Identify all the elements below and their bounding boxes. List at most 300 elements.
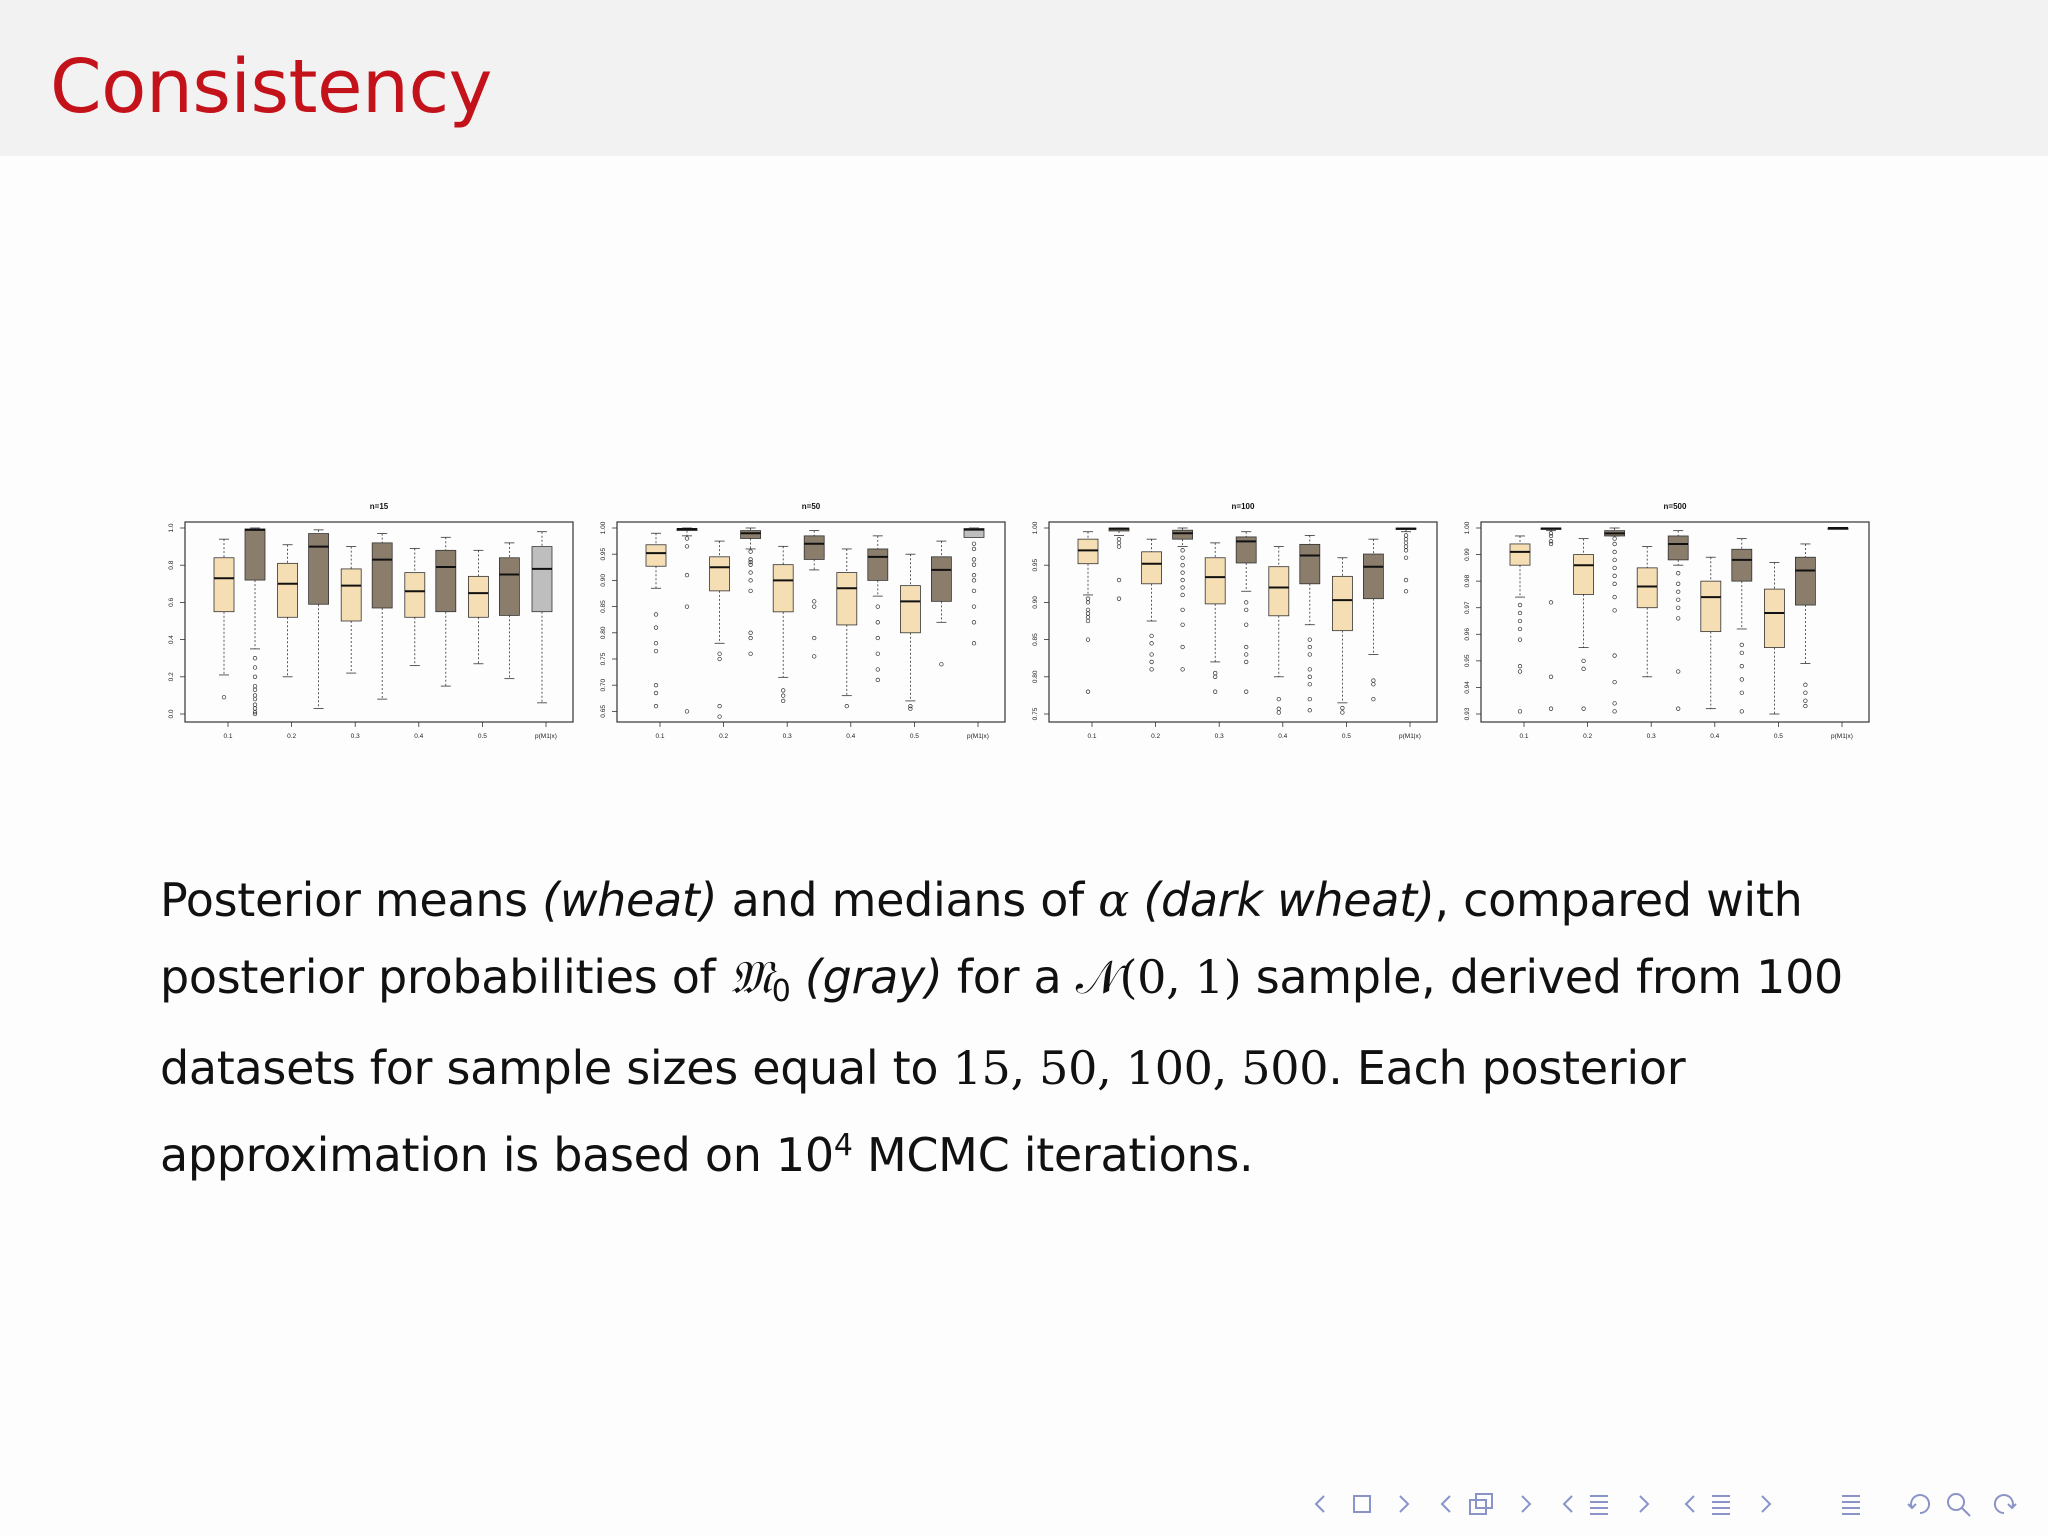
outlier-point [749,563,753,567]
outlier-point [1518,670,1522,674]
box-iqr [900,586,920,633]
outlier-point [1086,690,1090,694]
outlier-point [1244,601,1248,605]
box [372,534,392,700]
outlier-point [1804,683,1808,687]
outlier-point [1404,589,1408,593]
box [1205,543,1225,694]
caption-text: approximation is based on [160,1128,776,1182]
outlier-point [1613,582,1617,586]
nav-forward-icon[interactable] [1995,1495,2016,1513]
outlier-point [1277,707,1281,711]
outlier-point [1086,597,1090,601]
y-tick-label: 0.65 [600,705,607,718]
y-tick-label: 0.2 [168,672,175,682]
outlier-point [1181,586,1185,590]
nav-prev-doc-icon[interactable] [1686,1496,1694,1512]
outlier-point [1404,556,1408,560]
box [309,530,329,709]
box [804,531,824,659]
box-iqr [405,573,425,618]
outlier-point [253,688,257,692]
caption-text: MCMC iterations. [852,1128,1254,1182]
outlier-point [1404,549,1408,553]
outlier-point [749,652,753,656]
outlier-point [1181,556,1185,560]
caption-text [791,950,805,1004]
boxplot-panel [600,502,1005,740]
slide-title: Consistency [50,44,492,130]
nav-next-subsection-icon[interactable] [1522,1496,1530,1512]
box-iqr [372,543,392,608]
outlier-point [1308,645,1312,649]
outlier-point [1676,582,1680,586]
y-tick-label: 0.85 [600,600,607,613]
outlier-point [1740,710,1744,714]
outlier-point [1308,708,1312,712]
outlier-point [1341,711,1345,715]
caption-text: , compared with [1434,873,1803,927]
outlier-point [876,636,880,640]
box-iqr [1795,557,1815,605]
outlier-point [1150,653,1154,657]
box [1732,539,1752,714]
outlier-point [1086,638,1090,642]
x-tick-label: 0.5 [909,733,919,740]
outlier-point [654,613,658,617]
box [405,548,425,665]
box [1109,528,1129,600]
box [1541,528,1561,710]
outlier-point [876,678,880,682]
box-iqr [214,558,234,612]
nav-doc-icon[interactable] [1712,1496,1730,1514]
outlier-point [654,626,658,630]
outlier-point [1518,627,1522,631]
caption-line-4 [160,1107,1960,1194]
y-tick-label: 1.00 [1032,521,1039,535]
caption-text: sample, derived from 100 [1241,950,1844,1004]
outlier-point [1277,697,1281,701]
outlier-point [1518,603,1522,607]
boxplot-panel [1464,502,1869,740]
y-tick-label: 0.75 [1032,707,1039,721]
caption-text: posterior probabilities of [160,950,730,1004]
outlier-point [1150,642,1154,646]
outlier-point [1308,638,1312,642]
outlier-point [876,668,880,672]
box-iqr [341,569,361,621]
box-iqr [773,565,793,612]
box [214,539,234,699]
outlier-point [253,656,257,660]
model-symbol: 𝔐 [729,950,772,1004]
x-tick-label: 0.1 [1519,733,1529,740]
panel-title: n=50 [801,502,821,511]
box [741,528,761,656]
outlier-point [1308,682,1312,686]
x-tick-label: 0.4 [1278,733,1288,740]
outlier-point [1308,697,1312,701]
outlier-point [253,684,257,688]
box [468,550,488,663]
outlier-point [1518,664,1522,668]
x-tick-label: 0.4 [846,733,856,740]
outlier-point [1277,711,1281,715]
outlier-point [1181,623,1185,627]
outlier-point [1613,680,1617,684]
nav-frame-icon[interactable] [1354,1496,1370,1512]
outlier-point [1086,615,1090,619]
outlier-point [1086,612,1090,616]
x-tick-label: 0.1 [223,733,233,740]
caption-line-3 [160,1030,1960,1107]
x-tick-label: 0.2 [1151,733,1161,740]
box-iqr [1637,568,1657,608]
box-iqr [468,576,488,617]
outlier-point [1086,601,1090,605]
box-iqr [1142,552,1162,584]
outlier-point [253,675,257,679]
outlier-point [1549,534,1553,538]
outlier-point [749,631,753,635]
y-tick-label: 0.95 [1032,558,1039,572]
box-iqr [436,550,456,611]
outlier-point [253,666,257,670]
outlier-point [1086,619,1090,623]
outlier-point [253,703,257,707]
y-tick-label: 0.95 [600,547,607,561]
nav-align-icon[interactable] [1842,1496,1860,1514]
outlier-point [749,636,753,640]
x-tick-label: 0.1 [1087,733,1097,740]
outlier-point [1372,679,1376,683]
outlier-point [972,621,976,625]
box [436,537,456,686]
legend-gray-label: (gray) [804,950,943,1004]
outlier-point [1404,578,1408,582]
outlier-point [876,652,880,656]
outlier-point [1404,545,1408,549]
outlier-point [1804,699,1808,703]
outlier-point [1181,645,1185,649]
box-iqr [1510,544,1530,565]
outlier-point [1181,578,1185,582]
nav-prev-frame-icon[interactable] [1316,1496,1324,1512]
outlier-point [1341,706,1345,710]
x-tick-label: 0.3 [782,733,792,740]
outlier-point [1740,678,1744,682]
outlier-point [972,641,976,645]
box-iqr [741,531,761,539]
x-tick-label: 0.2 [1583,733,1593,740]
y-tick-label: 1.00 [600,521,607,535]
outlier-point [1549,542,1553,546]
outlier-point [1372,697,1376,701]
box-iqr [1332,576,1352,630]
x-tick-label: 0.4 [414,733,424,740]
box [1078,532,1098,694]
box [341,547,361,673]
x-tick-label: 0.1 [655,733,665,740]
outlier-point [845,704,849,708]
x-tick-label: p(M1|x) [967,733,989,740]
outlier-point [1150,668,1154,672]
x-tick-label: 0.3 [350,733,360,740]
box [532,532,552,703]
y-tick-label: 0.98 [1464,574,1471,588]
box-iqr [710,557,730,591]
box [1142,539,1162,671]
normal-distribution: 𝒩(0, 1) [1075,950,1242,1004]
nav-search-icon[interactable] [1948,1494,1970,1516]
outlier-point [1086,608,1090,612]
outlier-point [972,558,976,562]
outlier-point [1613,558,1617,562]
box [931,541,951,666]
caption-text: and medians of [717,873,1099,927]
panel-title: n=15 [369,502,389,511]
box-iqr [1732,549,1752,581]
outlier-point [812,600,816,604]
outlier-point [749,550,753,554]
x-tick-label: 0.3 [1214,733,1224,740]
outlier-point [1181,668,1185,672]
outlier-point [718,704,722,708]
outlier-point [1308,675,1312,679]
outlier-point [1518,619,1522,623]
box [1363,539,1383,701]
outlier-point [1613,595,1617,599]
outlier-point [718,657,722,661]
box-iqr [837,573,857,625]
outlier-point [654,704,658,708]
box [1574,539,1594,711]
alpha-symbol: α [1098,873,1130,927]
outlier-point [1740,664,1744,668]
nav-back-icon[interactable] [1908,1495,1929,1513]
outlier-point [1676,707,1680,711]
y-tick-label: 0.4 [168,635,175,645]
outlier-point [685,573,689,577]
caption-text [1129,873,1143,927]
caption-text: for a [942,950,1076,1004]
outlier-point [1676,571,1680,575]
outlier-point [1613,550,1617,554]
outlier-point [1613,566,1617,570]
outlier-point [1518,611,1522,615]
outlier-point [1404,534,1408,538]
box [710,541,730,718]
outlier-point [222,695,226,699]
outlier-point [1150,634,1154,638]
box-iqr [868,549,888,580]
box [1668,531,1688,711]
outlier-point [1549,707,1553,711]
outlier-point [1117,545,1121,549]
y-tick-label: 0.99 [1464,548,1471,561]
outlier-point [972,542,976,546]
nav-prev-section-icon[interactable] [1564,1496,1572,1512]
box-iqr [1269,567,1289,616]
outlier-point [1676,590,1680,594]
caption-text: Posterior means [160,873,543,927]
y-tick-label: 1.00 [1464,521,1471,535]
box [1510,536,1530,713]
outlier-point [876,605,880,609]
outlier-point [972,605,976,609]
y-tick-label: 0.80 [600,626,607,640]
box-iqr [245,529,265,580]
y-tick-label: 0.6 [168,597,175,607]
outlier-point [1582,659,1586,663]
outlier-point [685,537,689,541]
boxplot-panel [1032,502,1437,740]
box-iqr [1668,536,1688,560]
box-iqr [1574,555,1594,595]
outlier-point [253,707,257,711]
outlier-point [1244,623,1248,627]
box [1701,557,1721,708]
box-iqr [931,557,951,602]
outlier-point [718,715,722,719]
caption-line-2 [160,939,1960,1030]
outlier-point [654,683,658,687]
boxplot-figure [0,0,2048,760]
outlier-point [1181,608,1185,612]
outlier-point [685,605,689,609]
y-tick-label: 0.93 [1464,707,1471,721]
outlier-point [812,605,816,609]
outlier-point [1308,653,1312,657]
outlier-point [1150,660,1154,664]
nav-section-icon[interactable] [1590,1496,1608,1514]
outlier-point [1549,601,1553,605]
box-iqr [1173,530,1193,539]
y-tick-label: 0.95 [1464,654,1471,668]
outlier-point [718,652,722,656]
box-iqr [1300,544,1320,583]
outlier-point [1613,574,1617,578]
x-tick-label: 0.4 [1710,733,1720,740]
iterations-base: 10 [775,1128,834,1182]
sample-sizes: 15, 50, 100, 500 [952,1041,1329,1095]
model-subscript: 0 [771,974,791,1009]
x-tick-label: 0.3 [1646,733,1656,740]
y-tick-label: 0.94 [1464,681,1471,694]
outlier-point [1213,690,1217,694]
box [1605,528,1625,713]
outlier-point [1740,651,1744,655]
y-tick-label: 0.80 [1032,670,1039,684]
box [1795,544,1815,708]
outlier-point [1372,682,1376,686]
box-iqr [1701,581,1721,631]
outlier-point [654,641,658,645]
box [245,528,265,716]
outlier-point [1613,609,1617,613]
box [1332,558,1352,715]
caption [160,862,1960,1194]
y-tick-label: 0.75 [600,652,607,666]
outlier-point [654,691,658,695]
outlier-point [1244,645,1248,649]
iterations-exponent: 4 [833,1128,853,1163]
nav-subsection-icon[interactable] [1470,1494,1492,1514]
outlier-point [909,707,913,711]
y-tick-label: 0.0 [168,709,175,719]
y-tick-label: 0.70 [600,678,607,692]
y-tick-label: 0.90 [1032,596,1039,609]
outlier-point [749,589,753,593]
outlier-point [1518,638,1522,642]
box [1637,547,1657,677]
panel-title: n=100 [1231,502,1255,511]
box-iqr [499,558,519,616]
outlier-point [1676,606,1680,610]
box [1236,532,1256,694]
outlier-point [1613,542,1617,546]
outlier-point [1676,598,1680,602]
outlier-point [1676,617,1680,621]
y-tick-label: 0.97 [1464,601,1471,615]
nav-next-section-icon[interactable] [1640,1496,1648,1512]
outlier-point [1117,597,1121,601]
outlier-point [781,689,785,693]
box-iqr [532,547,552,612]
beamer-navigation [1300,1482,2048,1526]
box [773,546,793,702]
outlier-point [1582,707,1586,711]
box-iqr [309,534,329,605]
outlier-point [972,579,976,583]
outlier-point [1549,675,1553,679]
outlier-point [1244,690,1248,694]
outlier-point [685,545,689,549]
nav-next-frame-icon[interactable] [1400,1496,1408,1512]
y-tick-label: 1.0 [168,523,175,533]
box [1396,528,1416,593]
outlier-point [781,699,785,703]
x-tick-label: 0.5 [1773,733,1783,740]
box [837,549,857,708]
outlier-point [972,589,976,593]
box [868,536,888,682]
legend-dark-wheat-label: (dark wheat) [1143,873,1435,927]
box-iqr [1363,554,1383,599]
x-tick-label: 0.5 [477,733,487,740]
outlier-point [1518,710,1522,714]
outlier-point [749,571,753,575]
outlier-point [972,547,976,551]
outlier-point [1213,675,1217,679]
outlier-point [1117,541,1121,545]
legend-wheat-label: (wheat) [542,873,718,927]
outlier-point [1181,549,1185,553]
outlier-point [1804,691,1808,695]
nav-next-doc-icon[interactable] [1762,1496,1770,1512]
outlier-point [940,662,944,666]
outlier-point [1308,668,1312,672]
outlier-point [1181,571,1185,575]
box-iqr [1764,589,1784,647]
outlier-point [1244,653,1248,657]
outlier-point [1740,643,1744,647]
caption-text: . Each posterior [1328,1041,1686,1095]
nav-prev-subsection-icon[interactable] [1442,1496,1450,1512]
outlier-point [1804,704,1808,708]
box [677,528,697,713]
